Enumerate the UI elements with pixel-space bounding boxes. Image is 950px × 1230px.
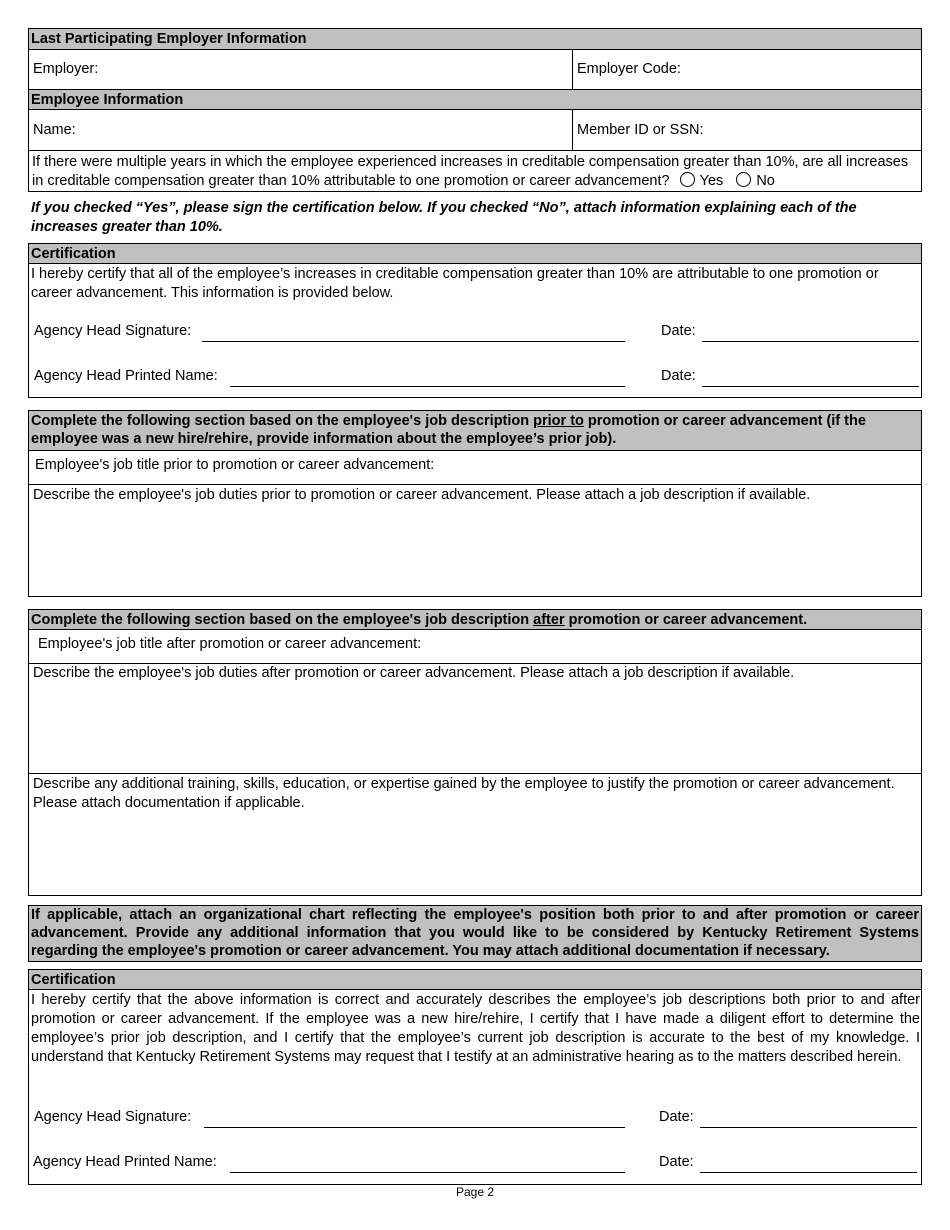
certification-block-2 <box>28 969 922 1185</box>
prior-job-title-field[interactable] <box>29 451 921 485</box>
org-chart-note-text: If applicable, attach an organizational chart reflecting the employee's position both prior to and after promotion or career advancement. Provide any additional information that you would like to be considered by Kentucky Retirement Systems regarding the employee's promotion or career advancement. You may attach additional documentation if necessary. <box>31 907 919 959</box>
after-job-title-field[interactable] <box>29 630 921 664</box>
agency-head-signature-label-2: Agency Head Signature: <box>34 1109 192 1125</box>
employee-section-title: Employee Information <box>31 92 184 108</box>
employer-employee-block <box>28 28 922 192</box>
employer-code-field[interactable] <box>573 50 921 89</box>
after-section <box>28 609 922 896</box>
employer-section-title: Last Participating Employer Information <box>31 31 307 47</box>
agency-head-printed-name-line-2[interactable] <box>230 1172 625 1173</box>
instruction-text: If you checked “Yes”, please sign the certification below. If you checked “No”, attach information explaining each of the increases greater than 10%. <box>31 200 857 235</box>
certification-header-1 <box>29 244 921 264</box>
prior-header-text-1: Complete the following section based on the employee's job description <box>31 413 534 429</box>
training-field[interactable] <box>29 774 921 894</box>
date-label-1: Date: <box>661 323 696 339</box>
prior-section-header <box>29 411 921 451</box>
certification-text-2: I hereby certify that the above information is correct and accurately describes the employee’s job descriptions both prior to and after promotion or career advancement. If the employee was a new hire/rehire, I certify that I have made a diligent effort to determine the employee’s prior job description, and I certify that the employee’s current job description is accurate to the best of my knowledge. I understand that Kentucky Retirement Systems may request that I testify at an administrative hearing as to the matters described herein. <box>31 992 920 1065</box>
certification-title-1: Certification <box>31 246 116 262</box>
after-section-header <box>29 610 921 630</box>
employer-label: Employer: <box>33 61 99 77</box>
question-row <box>29 151 921 191</box>
agency-head-printed-name-label-2: Agency Head Printed Name: <box>33 1154 217 1170</box>
member-id-label: Member ID or SSN: <box>577 122 704 138</box>
after-job-title-label: Employee's job title after promotion or career advancement: <box>38 636 422 652</box>
after-header-text-1: Complete the following section based on the employee's job description <box>31 612 534 628</box>
certification-header-2 <box>29 970 921 990</box>
agency-head-signature-label-1: Agency Head Signature: <box>34 323 192 339</box>
employer-code-label: Employer Code: <box>577 61 681 77</box>
after-header-underline: after <box>533 612 565 628</box>
employer-row <box>29 50 921 90</box>
after-job-duties-label: Describe the employee's job duties after promotion or career advancement. Please attach a job description if available. <box>33 665 795 681</box>
page-number: Page 2 <box>455 1185 495 1199</box>
prior-job-title-label: Employee's job title prior to promotion or career advancement: <box>35 457 435 473</box>
agency-head-signature-line-1[interactable] <box>202 341 625 342</box>
date-label-2: Date: <box>661 368 696 384</box>
employer-field[interactable] <box>29 50 573 89</box>
date-line-3[interactable] <box>700 1127 917 1128</box>
org-chart-note <box>28 905 922 962</box>
prior-job-duties-label: Describe the employee's job duties prior to promotion or career advancement. Please attach a job description if available. <box>33 487 811 503</box>
date-line-2[interactable] <box>702 386 919 387</box>
multiple-years-question: If there were multiple years in which the employee experienced increases in creditable compensation greater than 10%, are all increases in creditable compensation greater than 10% attributable to one promotion or career advancement? <box>32 154 909 189</box>
agency-head-printed-name-label-1: Agency Head Printed Name: <box>34 368 218 384</box>
certification-title-2: Certification <box>31 972 116 988</box>
after-header-text-2: promotion or career advancement. <box>564 612 808 628</box>
name-field[interactable] <box>29 110 573 150</box>
yes-radio[interactable] <box>680 172 695 187</box>
member-id-field[interactable] <box>573 110 921 150</box>
training-label: Describe any additional training, skills, education, or expertise gained by the employee to justify the promotion or career advancement. Please attach documentation if applicable. <box>33 776 895 811</box>
prior-header-text-2: promotion or career advancement (if the employee was a new hire/rehire, provide information about the employee’s prior job). <box>31 413 866 447</box>
prior-section <box>28 410 922 597</box>
no-radio[interactable] <box>736 172 751 187</box>
prior-header-underline: prior to <box>533 413 584 429</box>
prior-job-duties-field[interactable] <box>29 485 921 595</box>
after-job-duties-field[interactable] <box>29 664 921 774</box>
certification-text-1: I hereby certify that all of the employee’s increases in creditable compensation greater than 10% are attributable to one promotion or career advancement. This information is provided below. <box>31 266 879 301</box>
date-label-4: Date: <box>659 1154 694 1170</box>
agency-head-printed-name-line-1[interactable] <box>230 386 625 387</box>
employee-row <box>29 110 921 151</box>
employee-section-header <box>29 90 921 110</box>
date-line-1[interactable] <box>702 341 919 342</box>
name-label: Name: <box>33 122 76 138</box>
employer-section-header <box>29 29 921 50</box>
certification-block-1 <box>28 243 922 398</box>
date-label-3: Date: <box>659 1109 694 1125</box>
agency-head-signature-line-2[interactable] <box>204 1127 625 1128</box>
date-line-4[interactable] <box>700 1172 917 1173</box>
yes-label: Yes <box>699 173 724 189</box>
no-label: No <box>756 173 775 189</box>
